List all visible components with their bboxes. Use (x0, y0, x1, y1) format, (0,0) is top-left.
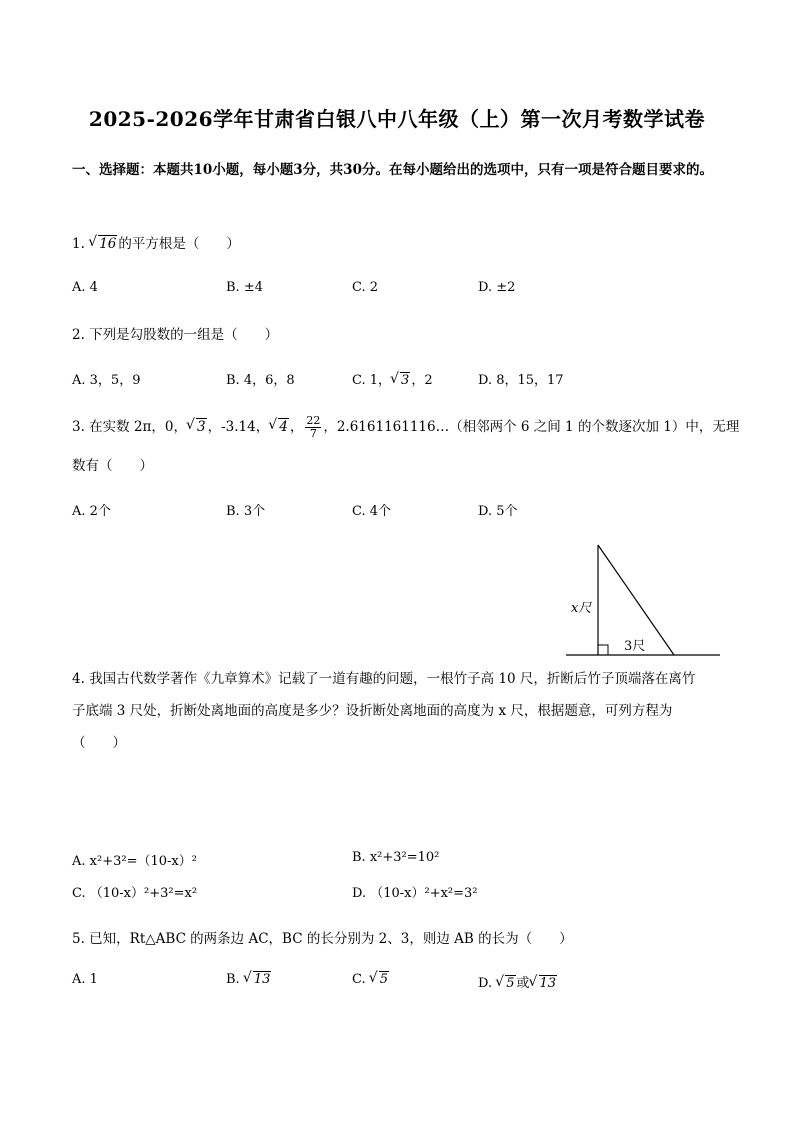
q4-option-a[interactable]: A. x²+3²=（10-x）² (72, 854, 197, 869)
q1-option-d[interactable]: D. ±2 (478, 280, 516, 295)
question-3-line2: 数有（ ） (72, 458, 153, 474)
question-1 (72, 232, 240, 252)
q5-option-a[interactable]: A. 1 (72, 972, 98, 987)
sqrt-expression: √ 13 (530, 976, 558, 991)
q2-option-d[interactable]: D. 8，15，17 (478, 373, 564, 388)
question-stem: 的平方根是（ ） (118, 236, 240, 252)
q2-option-c[interactable]: C. 1，√ 3 ，2 (352, 369, 433, 388)
question-number: 1. (72, 236, 85, 252)
page-title: 2025-2026学年甘肃省白银八中八年级（上）第一次月考数学试卷 (88, 107, 706, 131)
question-4-line2: 子底端 3 尺处，折断处离地面的高度是多少？设折断处离地面的高度为 x 尺，根据题意，可列方程为 (72, 703, 673, 719)
sqrt-expression: √ 3 (187, 419, 207, 435)
q4-option-c[interactable]: C. （10-x）²+3²=x² (72, 886, 198, 901)
sqrt-expression: √ 3 (391, 373, 410, 388)
q1-option-b[interactable]: B. ±4 (226, 280, 263, 295)
q5-option-c[interactable]: C. √ 5 (352, 972, 390, 987)
q4-option-d[interactable]: D. （10-x）²+x²=3² (352, 886, 478, 901)
label-x: x尺 (571, 601, 592, 616)
q3-option-a[interactable]: A. 2个 (72, 504, 111, 519)
fraction: $\frac{22}{7}$ (306, 414, 321, 440)
bamboo-triangle-figure (560, 538, 730, 663)
q3-option-c[interactable]: C. 4个 (352, 504, 392, 519)
q1-option-a[interactable]: A. 4 (72, 280, 98, 295)
q1-option-c[interactable]: C. 2 (352, 280, 379, 295)
label-base: 3尺 (624, 639, 646, 654)
q5-option-d[interactable]: D. √ 5 或√ 13 (478, 972, 558, 991)
question-3: 3. 在实数 2π，0，√ 3 ，-3.14，√ 4 ， $\frac{22}{7}$ ，2.6161161116…（相邻两个 6 之间 1 的个数逐次加 1）中，无理 (72, 415, 739, 440)
sqrt-expression: √ 13 (244, 972, 272, 987)
question-2: 2. 下列是勾股数的一组是（ ） (72, 327, 279, 343)
right-angle-mark (598, 645, 608, 655)
sqrt-expression: √ 4 (269, 419, 289, 435)
sqrt-expression: √ 16 (89, 236, 117, 252)
question-4-line3: （ ） (72, 735, 126, 751)
question-5: 5. 已知，Rt△ABC 的两条边 AC，BC 的长分别为 2、3，则边 AB 的长为（ ） (72, 931, 573, 947)
q2-option-b[interactable]: B. 4，6，8 (226, 373, 295, 388)
question-4-line1: 4. 我国古代数学著作《九章算术》记载了一道有趣的问题，一根竹子高 10 尺，折断后竹子顶端落在离竹 (72, 671, 696, 687)
sqrt-expression: √ 5 (496, 976, 515, 991)
section-heading: 一、选择题：本题共10小题，每小题3分，共30分。在每小题给出的选项中，只有一项是符合题目要求的。 (72, 162, 713, 178)
q5-option-b[interactable]: B. √ 13 (226, 972, 272, 987)
q3-option-b[interactable]: B. 3个 (226, 504, 266, 519)
q4-option-b[interactable]: B. x²+3²=10² (352, 850, 440, 865)
sqrt-expression: √ 5 (370, 972, 389, 987)
q3-option-d[interactable]: D. 5个 (478, 504, 518, 519)
q2-option-a[interactable]: A. 3，5，9 (72, 373, 141, 388)
